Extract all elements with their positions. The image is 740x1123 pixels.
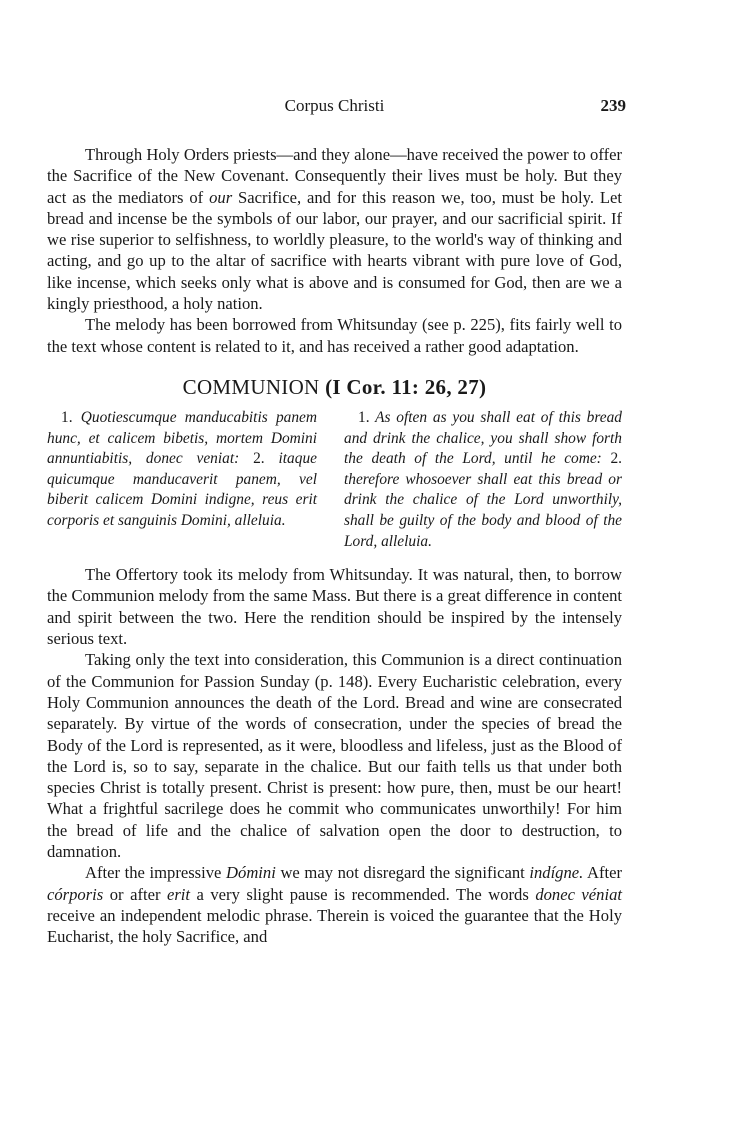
english-column xyxy=(344,408,622,552)
text-run: or after xyxy=(103,884,167,904)
text-run: a very slight pause is recommended. The words xyxy=(190,884,536,904)
heading-reference: (I Cor. 11: 26, 27) xyxy=(325,374,487,399)
paragraph xyxy=(47,144,622,314)
heading-title: COMMUNION xyxy=(182,374,320,399)
text-run: After xyxy=(583,863,622,883)
verse-number: 1. xyxy=(358,408,370,426)
running-title: Corpus Christi xyxy=(284,96,385,115)
page-number: 239 xyxy=(600,96,626,115)
text-run: Sacrifice, and for this reason we, too, must be holy. Let bread and incense be the symbols of our labor, our prayer, and our sacrificial spirit. If we rise superior to selfishness, to worldly pleasure, to the world's way of thinking and acting, and go up to the altar of sacrifice with hearts vibrant with pure love of God, like incense, which seeks only what is above and is consumed for God, then are we a kingly priesthood, a holy nation. xyxy=(47,187,622,314)
running-header xyxy=(47,96,626,124)
text-run: Through Holy Orders priests—and they alone—have received the power to offer the Sacrifice of the New Covenant. Consequently their lives must be holy. But they act as the mediators of xyxy=(47,145,622,207)
text-run: Taking only the text into consideration, this Communion is a direct continuation of the Communion for Passion Sunday (p. 148). Every Eucharistic celebration, every Holy Communion announces the death of the Lord. Bread and wine are consecrated separately. By virtue of the words of consecration, under the species of bread the Body of the Lord is represented, as it were, bloodless and lifeless, just as the Blood of the Lord is, so to say, separate in the chalice. But our faith tells us that under both species Christ is totally present. Christ is present: how pure, then, must be our heart! What a frightful sacrilege does he commit who communicates unworthily! For him the bread of life and the chalice of salvation open the door to destruction, to damnation. xyxy=(47,650,622,861)
intro-text xyxy=(47,144,622,357)
latin-column xyxy=(47,408,317,552)
text-run: we may not disregard the significant xyxy=(275,863,530,883)
verse-number: 1. xyxy=(61,408,73,426)
section-heading xyxy=(47,375,622,400)
verse-number: 2. xyxy=(610,450,622,468)
page xyxy=(47,96,626,947)
text-run: The melody has been borrowed from Whitsunday (see p. 225), fits fairly well to the text whose content is related to it, and has received a rather good adaptation. xyxy=(47,315,622,356)
emphasis: our xyxy=(209,187,233,207)
emphasis: Dómini xyxy=(226,863,276,883)
text-run: The Offertory took its melody from Whitsunday. It was natural, then, to borrow the Communion melody from the same Mass. But there is a great difference in content and spirit between the two. Here the rendition should be inspired by the intensely serious text. xyxy=(47,565,622,649)
latin-verse: itaque quicumque manducaverit panem, vel biberit calicem Domini indigne, reus erit corporis et sanguinis Domini, alleluia. xyxy=(47,450,317,529)
paragraph xyxy=(47,649,622,862)
text-run: After the impressive xyxy=(85,863,227,883)
emphasis: donec véniat xyxy=(535,884,622,904)
paragraph xyxy=(47,564,622,649)
emphasis: indígne. xyxy=(529,863,584,883)
paragraph xyxy=(47,314,622,357)
verse-number: 2. xyxy=(253,450,265,468)
emphasis: córporis xyxy=(47,884,104,904)
parallel-text xyxy=(47,408,622,552)
commentary-text xyxy=(47,564,622,947)
english-verse: As often as you shall eat of this bread and drink the chalice, you shall show forth the death of the Lord, until he come: xyxy=(344,408,622,468)
english-verse: therefore whosoever shall eat this bread or drink the chalice of the Lord unworthily, shall be guilty of the body and blood of the Lord, alleluia. xyxy=(344,470,622,550)
text-run: receive an independent melodic phrase. Therein is voiced the guarantee that the Holy Eucharist, the holy Sacrifice, and xyxy=(47,905,622,947)
emphasis: erit xyxy=(166,884,191,904)
latin-verse: Quotiescumque manducabitis panem hunc, et calicem bibetis, mortem Domini annuntiabitis, donec veniat: xyxy=(47,408,317,468)
paragraph xyxy=(47,862,622,947)
